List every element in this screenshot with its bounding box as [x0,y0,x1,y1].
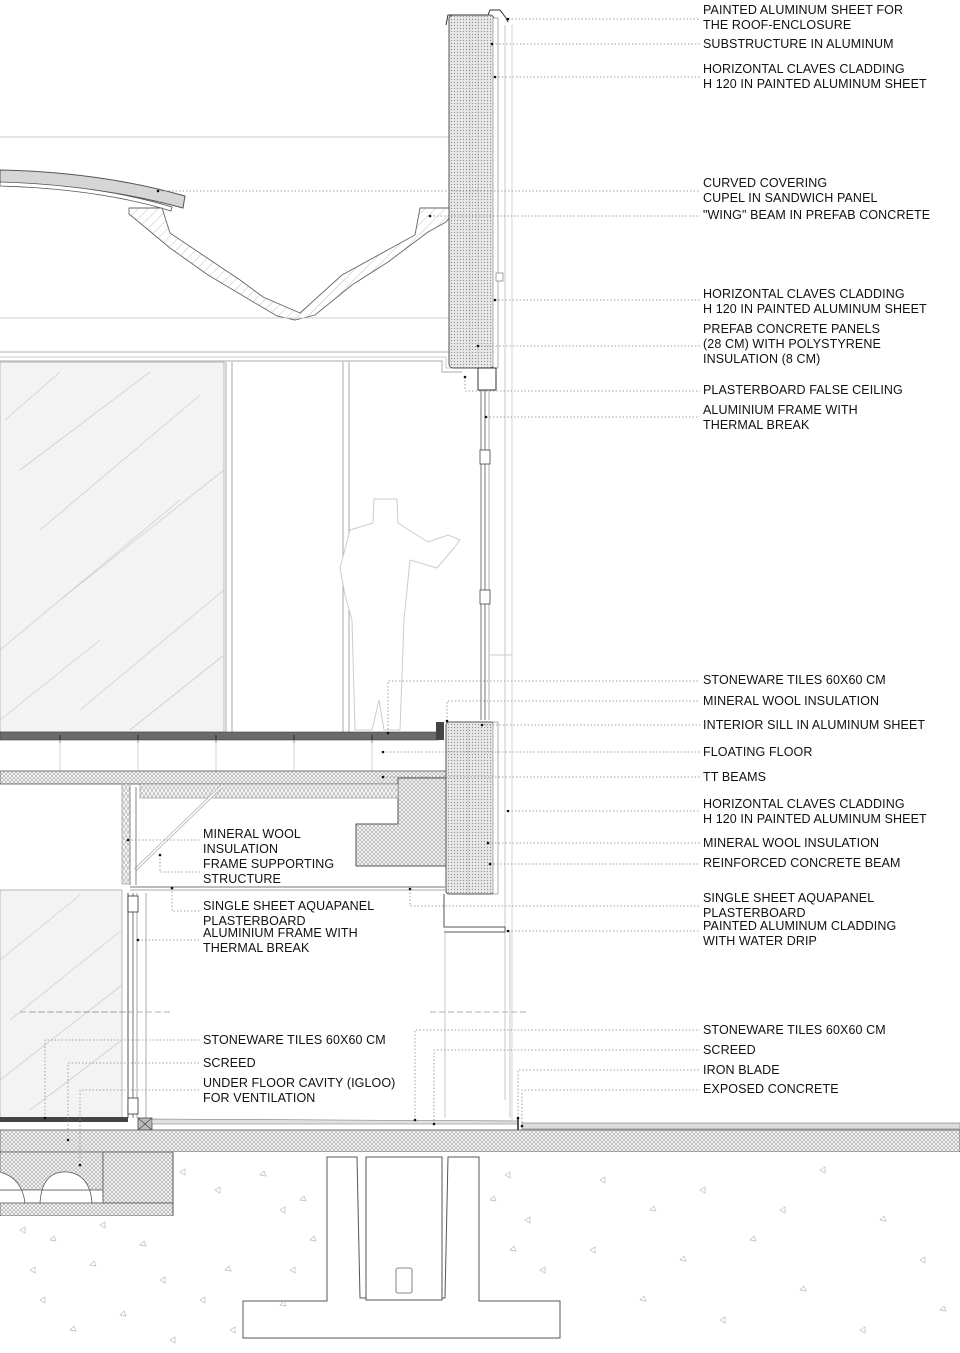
label-wing-beam: "WING" BEAM IN PREFAB CONCRETE [703,208,931,222]
label-aluminium-frame-upper: ALUMINIUM FRAME WITH THERMAL BREAK [703,403,858,432]
label-stoneware-tiles-upper: STONEWARE TILES 60X60 CM [703,673,886,687]
label-iron-blade: IRON BLADE [703,1063,780,1077]
label-screed-exterior: SCREED [703,1043,756,1057]
label-aluminum-substructure: SUBSTRUCTURE IN ALUMINUM [703,37,894,51]
label-claves-cladding-lower: HORIZONTAL CLAVES CLADDING H 120 IN PAINTED ALUMINUM SHEET [703,797,927,826]
label-water-drip-cladding: PAINTED ALUMINUM CLADDING WITH WATER DRIP [703,919,897,948]
label-floating-floor: FLOATING FLOOR [703,745,813,759]
label-aquapanel-right: SINGLE SHEET AQUAPANEL PLASTERBOARD [703,891,875,920]
label-igloo-cavity: UNDER FLOOR CAVITY (IGLOO) FOR VENTILATION [203,1076,396,1105]
label-stoneware-tiles-interior: STONEWARE TILES 60X60 CM [203,1033,386,1047]
label-false-ceiling: PLASTERBOARD FALSE CEILING [703,383,903,397]
label-reinforced-concrete-beam: REINFORCED CONCRETE BEAM [703,856,901,870]
label-exposed-concrete: EXPOSED CONCRETE [703,1082,839,1096]
label-mineral-wool-inner: MINERAL WOOL INSULATION [203,827,301,856]
label-mineral-wool-lower: MINERAL WOOL INSULATION [703,836,880,850]
label-curved-covering: CURVED COVERING CUPEL IN SANDWICH PANEL [703,176,878,205]
label-aquapanel-inner: SINGLE SHEET AQUAPANEL PLASTERBOARD [203,899,375,928]
label-prefab-concrete-panels: PREFAB CONCRETE PANELS (28 CM) WITH POLYSTYRENE INSULATION (8 CM) [703,322,881,366]
label-aluminium-frame-lower: ALUMINIUM FRAME WITH THERMAL BREAK [203,926,358,955]
lower-wall-panel [444,722,510,1118]
wing-beam [129,208,452,320]
label-roof-enclosure-sheet: PAINTED ALUMINUM SHEET FOR THE ROOF-ENCLOSURE [703,3,904,32]
person-silhouette [340,499,460,730]
upper-wall-panel [446,10,512,1120]
roof-area [0,137,462,372]
ground-floor [0,1117,960,1353]
label-screed-interior: SCREED [203,1056,256,1070]
curved-covering [0,170,185,208]
label-tt-beams: TT BEAMS [703,770,767,784]
label-stoneware-tiles-exterior: STONEWARE TILES 60X60 CM [703,1023,886,1037]
label-interior-sill: INTERIOR SILL IN ALUMINUM SHEET [703,718,926,732]
label-claves-cladding-mid: HORIZONTAL CLAVES CLADDING H 120 IN PAINTED ALUMINUM SHEET [703,287,927,316]
label-mineral-wool-upper: MINERAL WOOL INSULATION [703,694,880,708]
label-claves-cladding-top: HORIZONTAL CLAVES CLADDING H 120 IN PAINTED ALUMINUM SHEET [703,62,927,91]
label-frame-supporting-structure: FRAME SUPPORTING STRUCTURE [203,857,335,886]
